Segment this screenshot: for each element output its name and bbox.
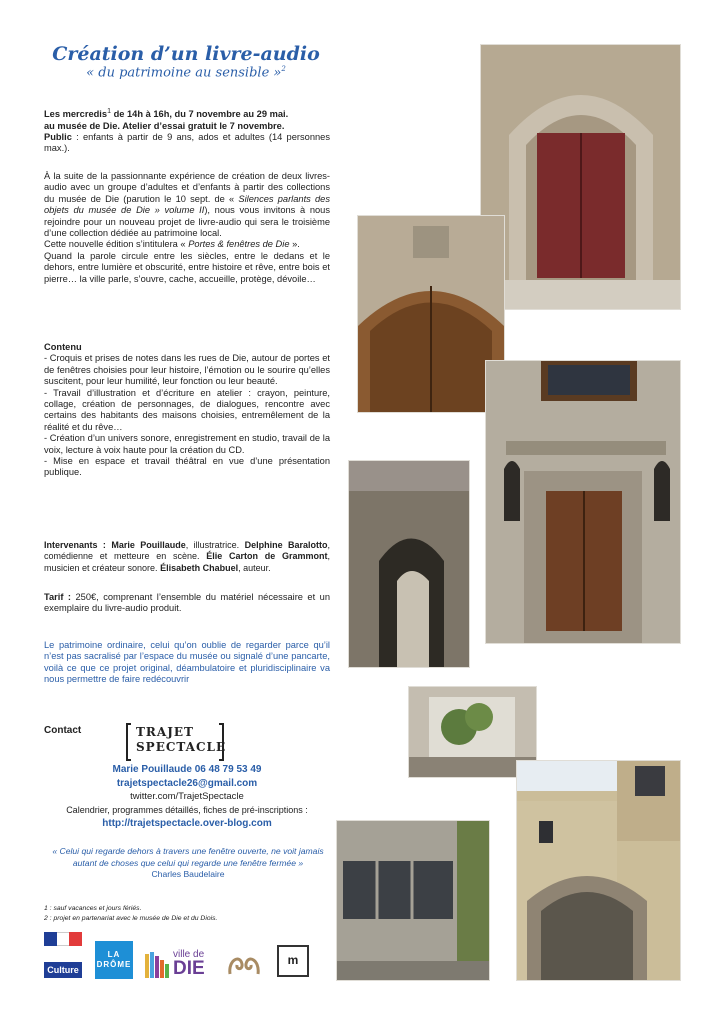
photo-arched-door (357, 215, 505, 413)
photo-tower-arch (516, 760, 681, 981)
contact-label: Contact (44, 725, 82, 736)
arched-door-image (358, 216, 504, 412)
die-flag-icon (143, 950, 171, 980)
contact-calendar: Calendrier, programmes détaillés, fiches de pré-inscriptions : (66, 804, 308, 815)
alley-arch-image (349, 461, 469, 667)
patrimoine-text: Le patrimoine ordinaire, celui qu’on oublie de regarder parce qu’il n’est pas sacralisé par l’espace du musée ou signalé d’une pancarte, voilà ce que ce projet original, déambulatoire et pluridisciplinaire va nous permettre de faire redécouvrir (44, 640, 330, 685)
round-building-image (337, 821, 489, 980)
museum-logo: m (277, 945, 309, 977)
culture-logo: Culture (44, 932, 82, 978)
drome-logo: LA DRÔME (95, 941, 133, 979)
footnotes (44, 904, 217, 924)
photo-gothic-door (480, 44, 681, 310)
photo-alley-arch (348, 460, 470, 668)
footnote: 2 : projet en partenariat avec le musée de Die et du Diois. (44, 915, 218, 922)
intro-block: À la suite de la passionnante expérience de création de deux livres-audio avec un groupe d’adultes et d’enfants à partir des collections du musée de Die (parution le 10 sept. de « Silences parlants des objets du musée de Die » volume II), nous vous invitons à nous rejoindre pour un nouveau projet de livre-audio qui sera le troisième d’une collection dédiée au patrimoine local. Cette nouvelle édition s’intitulera « Portes & fenêtres de Die ». Quand la parole circule entre les siècles, entre le dedans et le dehors, entre lumière et obscurité, entre histoire et rêve, entre bois et pierre… la ville parle, s’ouvre, cache, accueille, protège, dévoile… (44, 171, 330, 284)
contact-blog-link[interactable]: http://trajetspectacle.over-blog.com (102, 818, 272, 829)
contact-email[interactable]: trajetspectacle26@gmail.com (116, 777, 258, 789)
footnote: 1 : sauf vacances et jours fériés. (44, 905, 142, 912)
contact-details (44, 763, 330, 831)
page-subtitle: « du patrimoine au sensible »$^2$ (86, 65, 286, 81)
intervenants-block: Intervenants : Marie Pouillaude, illustratrice. Delphine Baralotto, comédienne et metteure en scène. Élie Carton de Grammont, musicien et créateur sonore. Élisabeth Chabuel, auteur. (44, 540, 330, 573)
page-title: Création d’un livre-audio (52, 43, 320, 65)
ram-horns-logo-icon (226, 950, 262, 980)
contact-twitter[interactable]: twitter.com/TrajetSpectacle (130, 791, 244, 802)
contenu-item: - Travail d’illustration et d’écriture en atelier : crayon, peinture, collage, création de personnages, de dialogues, rencontre avec certains des habitants des maisons choisies, entremêlement de la réalité et du rêve… (44, 387, 330, 432)
trajet-spectacle-logo: TRAJET SPECTACLE (126, 723, 224, 757)
contact-phone: Marie Pouillaude 06 48 79 53 49 (112, 764, 262, 775)
contenu-item: - Mise en espace et travail théâtral en vue d’une présentation publique. (44, 456, 330, 478)
schedule-block: Les mercredis$^1$ de 14h à 16h, du 7 novembre au 29 mai. au musée de Die. Atelier d’essai gratuit le 7 novembre. Public : enfants à partir de 9 ans, ados et adultes (14 personnes max.). (44, 108, 330, 154)
contenu-heading: Contenu (44, 342, 82, 352)
tarif-block: Tarif : 250€, comprenant l’ensemble du matériel nécessaire et un exemplaire du livre-audio produit. (44, 592, 330, 614)
carved-door-image (486, 361, 680, 643)
photo-carved-door (485, 360, 681, 644)
quote-block: « Celui qui regarde dehors à travers une fenêtre ouverte, ne voit jamais autant de choses que celui qui regarde une fenêtre fermée » Charles Baudelaire (52, 846, 324, 879)
tower-arch-image (517, 761, 680, 980)
gothic-door-image (481, 45, 680, 309)
contenu-block (44, 342, 330, 479)
ville-de-die-logo: ville de DIE (143, 950, 219, 980)
photo-round-building (336, 820, 490, 981)
contenu-item: - Croquis et prises de notes dans les rues de Die, autour de portes et de fenêtres choisies pour leur histoire, l’émotion ou le sourire qu’elles suscitent, pour leur humilité, leur fonction ou leur beauté. (44, 353, 330, 387)
contenu-item: - Création d’un univers sonore, enregistrement en studio, travail de la voix, lecture à voix haute pour la création du CD. (44, 433, 330, 455)
